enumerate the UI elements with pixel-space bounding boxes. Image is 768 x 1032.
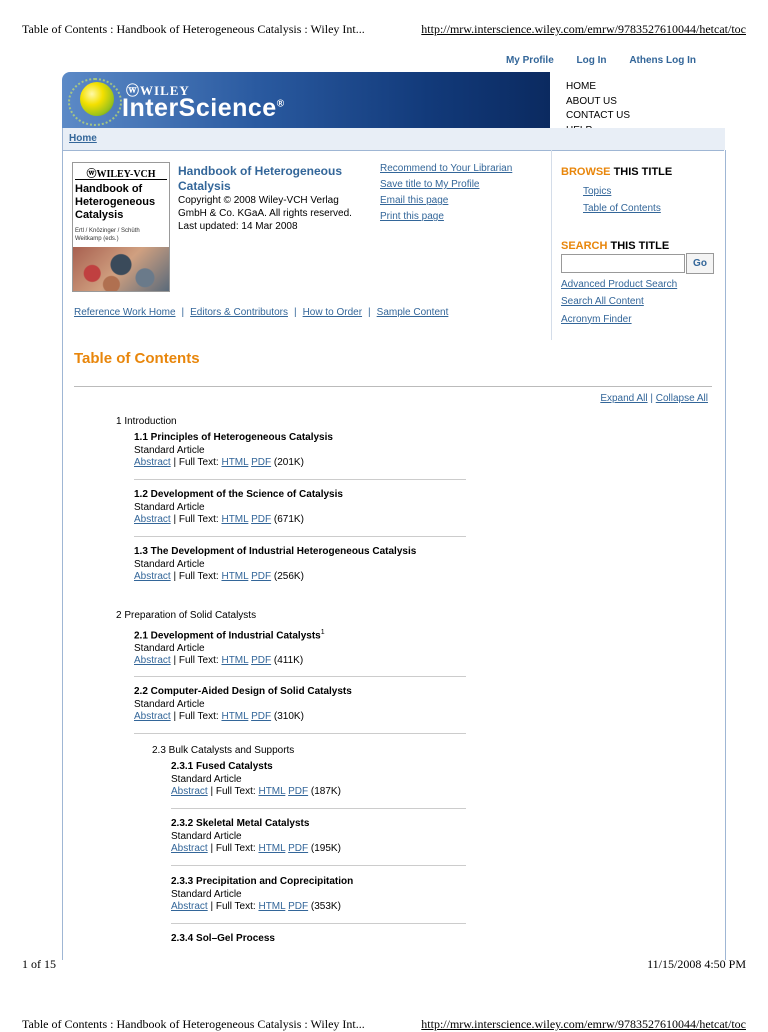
abstract-link[interactable]: Abstract — [171, 786, 208, 797]
divider — [134, 536, 466, 537]
divider — [134, 733, 466, 734]
article-title: 1.3 The Development of Industrial Heterogeneous Catalysis — [134, 546, 417, 557]
print-url[interactable]: http://mrw.interscience.wiley.com/emrw/9783527610044/hetcat/toc — [421, 22, 746, 36]
wiley-logo: ⓦWILEY — [126, 83, 190, 98]
toc-article: 2.1 Development of Industrial Catalysts$^1$ Standard Article Abstract | Full Text: HTML PDF (411K) — [134, 629, 325, 667]
article-type: Standard Article — [171, 830, 242, 842]
toc-article: 2.2 Computer-Aided Design of Solid Catalysts Standard Article Abstract | Full Text: HTML PDF (310K) — [134, 686, 352, 722]
toc-article: 1.1 Principles of Heterogeneous Catalysis Standard Article Abstract | Full Text: HTML PDF (201K) — [134, 432, 333, 468]
toc-article: 2.3.3 Precipitation and Coprecipitation Standard Article Abstract | Full Text: HTML PDF (353K) — [171, 876, 354, 912]
divider — [171, 865, 466, 866]
file-size: (256K) — [273, 571, 304, 582]
pdf-link[interactable]: PDF — [251, 571, 272, 582]
search-input[interactable] — [561, 254, 685, 273]
interscience-banner[interactable] — [62, 72, 550, 128]
search-all-link[interactable]: Search All Content — [561, 296, 644, 308]
print-header — [22, 22, 746, 38]
article-title: 2.1 Development of Industrial Catalysts$^1$ — [134, 629, 325, 642]
article-type: Standard Article — [171, 888, 242, 900]
pdf-link[interactable]: PDF — [288, 843, 309, 854]
cover-editors: Ertl / Knözinger / Schüth Weitkamp (eds.) — [75, 228, 140, 242]
abstract-link[interactable]: Abstract — [134, 655, 171, 667]
sample-content-link[interactable]: Sample Content — [376, 307, 449, 318]
article-title: 2.3.3 Precipitation and Coprecipitation — [171, 876, 354, 887]
article-type: Standard Article — [134, 558, 205, 570]
search-panel — [561, 240, 721, 325]
article-title: 2.3.1 Fused Catalysts — [171, 761, 273, 772]
section-heading: 2.3 Bulk Catalysts and Supports — [152, 745, 295, 756]
pdf-link[interactable]: PDF — [288, 901, 309, 912]
article-title: 2.3.2 Skeletal Metal Catalysts — [171, 818, 310, 829]
article-type: Standard Article — [134, 444, 205, 456]
divider — [62, 150, 724, 151]
section-heading: 1 Introduction — [116, 416, 177, 427]
article-type: Standard Article — [171, 773, 242, 785]
print-title: Table of Contents : Handbook of Heterogeneous Catalysis : Wiley Int... — [22, 22, 365, 36]
print-title: Table of Contents : Handbook of Heterogeneous Catalysis : Wiley Int... — [22, 1017, 365, 1031]
article-title: 1.2 Development of the Science of Catalysis — [134, 489, 343, 500]
abstract-link[interactable]: Abstract — [134, 514, 171, 525]
pdf-link[interactable]: PDF — [288, 786, 309, 797]
my-profile-link[interactable]: My Profile — [505, 55, 554, 66]
page-title: Table of Contents — [74, 350, 200, 367]
article-title: 2.3.4 Sol–Gel Process — [171, 933, 275, 944]
cover-title: Handbook of Heterogeneous Catalysis — [75, 183, 156, 221]
athens-log-in-link[interactable]: Athens Log In — [629, 55, 696, 66]
file-size: (187K) — [310, 786, 341, 797]
book-title[interactable]: Handbook of Heterogeneous Catalysis — [178, 164, 343, 193]
book-updated: Last updated: 14 Mar 2008 — [178, 221, 298, 232]
nav-contact-us[interactable]: CONTACT US — [566, 110, 631, 121]
html-link[interactable]: HTML — [258, 786, 286, 797]
top-links — [486, 55, 696, 66]
log-in-link[interactable]: Log In — [576, 55, 607, 66]
html-link[interactable]: HTML — [221, 457, 249, 468]
browse-topics-link[interactable]: Topics — [583, 186, 612, 197]
divider — [171, 923, 466, 924]
nav-about-us[interactable]: ABOUT US — [566, 95, 617, 107]
search-heading: SEARCH THIS TITLE — [561, 240, 670, 252]
pdf-link[interactable]: PDF — [251, 457, 272, 468]
file-size: (353K) — [310, 901, 341, 912]
toc-article: 2.3.1 Fused Catalysts Standard Article Abstract | Full Text: HTML PDF (187K) — [171, 761, 341, 797]
toc-article: 1.3 The Development of Industrial Heterogeneous Catalysis Standard Article Abstract | Full Text: HTML PDF (256K) — [134, 546, 417, 582]
toc-article: 2.3.2 Skeletal Metal Catalysts Standard Article Abstract | Full Text: HTML PDF (195K) — [171, 818, 341, 854]
expand-collapse: Expand All | Collapse All — [600, 393, 708, 404]
title-actions — [380, 163, 530, 227]
how-to-order-link[interactable]: How to Order — [302, 307, 363, 318]
search-links — [561, 276, 677, 328]
page-number: 1 of 15 — [22, 957, 56, 971]
pdf-link[interactable]: PDF — [251, 711, 272, 722]
sidebar-divider — [551, 150, 552, 340]
file-size: (201K) — [273, 457, 304, 468]
abstract-link[interactable]: Abstract — [171, 901, 208, 912]
html-link[interactable]: HTML — [221, 571, 249, 582]
cover-publisher: ⓦWILEY-VCH — [86, 169, 156, 180]
divider — [134, 479, 466, 480]
recommend-librarian-link[interactable]: Recommend to Your Librarian — [380, 163, 513, 174]
section-heading: 2 Preparation of Solid Catalysts — [116, 610, 257, 621]
file-size: (411K) — [273, 655, 304, 667]
file-size: (671K) — [273, 514, 304, 525]
toc-article: 1.2 Development of the Science of Catalysis Standard Article Abstract | Full Text: HTML PDF (671K) — [134, 489, 343, 525]
article-type: Standard Article — [134, 642, 205, 654]
collapse-all-link[interactable]: Collapse All — [655, 393, 708, 404]
html-link[interactable]: HTML — [221, 514, 249, 525]
reference-nav: Reference Work Home | Editors & Contributors | How to Order | Sample Content — [74, 307, 449, 318]
print-datetime: 11/15/2008 4:50 PM — [647, 957, 746, 971]
divider — [134, 676, 466, 677]
cover-rule — [75, 179, 167, 180]
globe-logo-icon — [80, 82, 114, 116]
toc-article — [171, 933, 275, 946]
reference-home-link[interactable]: Reference Work Home — [74, 307, 176, 318]
expand-all-link[interactable]: Expand All — [600, 393, 648, 404]
html-link[interactable]: HTML — [221, 711, 249, 722]
editors-link[interactable]: Editors & Contributors — [190, 307, 288, 318]
abstract-link[interactable]: Abstract — [134, 571, 171, 582]
browse-panel — [561, 166, 721, 214]
book-copyright: Copyright © 2008 Wiley-VCH Verlag GmbH & Co. KGaA. All rights reserved. — [178, 195, 352, 219]
file-size: (310K) — [273, 711, 304, 722]
breadcrumb-home-link[interactable]: Home — [69, 133, 97, 144]
browse-heading: BROWSE THIS TITLE — [561, 166, 673, 178]
book-cover-image[interactable] — [72, 162, 170, 292]
browse-toc-link[interactable]: Table of Contents — [583, 203, 661, 214]
go-button[interactable]: Go — [686, 253, 714, 274]
nav-home[interactable]: HOME — [566, 81, 596, 92]
abstract-link[interactable]: Abstract — [134, 711, 171, 722]
book-info — [178, 164, 368, 234]
article-title: 2.2 Computer-Aided Design of Solid Catalysts — [134, 686, 352, 697]
print-page-link[interactable]: Print this page — [380, 211, 444, 222]
breadcrumb-bar — [62, 128, 725, 150]
acronym-finder-link[interactable]: Acronym Finder — [561, 313, 632, 325]
print-url[interactable]: http://mrw.interscience.wiley.com/emrw/9783527610044/hetcat/toc — [421, 1017, 746, 1031]
advanced-search-link[interactable]: Advanced Product Search — [561, 279, 678, 290]
html-link[interactable]: HTML — [258, 901, 286, 912]
email-page-link[interactable]: Email this page — [380, 195, 449, 206]
divider — [74, 386, 712, 387]
article-type: Standard Article — [134, 501, 205, 513]
save-to-profile-link[interactable]: Save title to My Profile — [380, 179, 480, 190]
html-link[interactable]: HTML — [258, 843, 286, 854]
interscience-logo: InterScience® — [122, 94, 285, 122]
pdf-link[interactable]: PDF — [251, 655, 272, 667]
divider — [171, 808, 466, 809]
abstract-link[interactable]: Abstract — [171, 843, 208, 854]
pdf-link[interactable]: PDF — [251, 514, 272, 525]
article-type: Standard Article — [134, 698, 205, 710]
article-title: 1.1 Principles of Heterogeneous Catalysis — [134, 432, 333, 443]
abstract-link[interactable]: Abstract — [134, 457, 171, 468]
file-size: (195K) — [310, 843, 341, 854]
cover-artwork — [73, 247, 169, 291]
html-link[interactable]: HTML — [221, 655, 249, 667]
